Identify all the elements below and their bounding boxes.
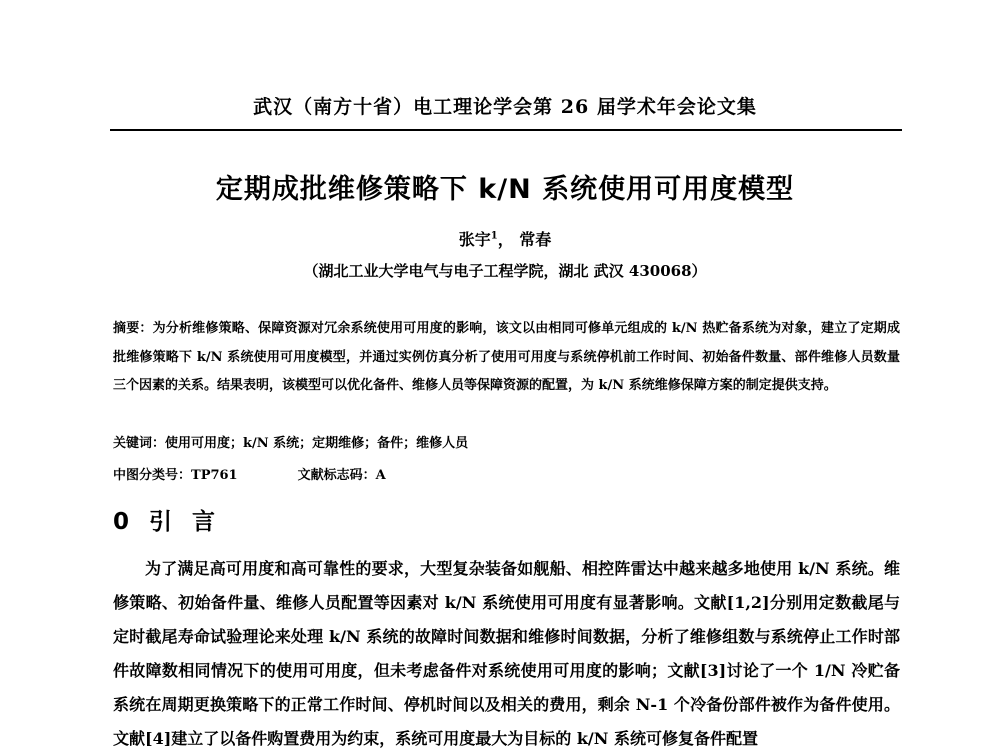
author-separator: ， xyxy=(497,230,520,249)
author-2: 常春 xyxy=(519,230,552,249)
keywords xyxy=(113,432,468,451)
author-1-affil-mark: 1 xyxy=(490,230,498,242)
classification-line xyxy=(113,464,386,483)
abstract-label: 摘要： xyxy=(113,321,153,336)
doc-code-label: 文献标志码： xyxy=(297,468,376,483)
header-rule xyxy=(110,129,902,131)
section-heading: 0 引 言 xyxy=(113,509,222,535)
author-1: 张宇 xyxy=(458,230,491,249)
author-line xyxy=(110,227,900,250)
doc-code-value: A xyxy=(375,468,386,483)
keywords-text: 使用可用度；k/N 系统；定期维修；备件；维修人员 xyxy=(165,436,469,451)
affiliation: （湖北工业大学电气与电子工程学院，湖北 武汉 430068） xyxy=(303,262,707,280)
abstract xyxy=(113,315,900,401)
clc-label: 中图分类号： xyxy=(113,468,192,483)
proceedings-header: 武汉（南方十省）电工理论学会第 26 届学术年会论文集 xyxy=(253,96,757,118)
clc-value: TP761 xyxy=(191,468,238,483)
paper-title: 定期成批维修策略下 k/N 系统使用可用度模型 xyxy=(215,174,795,205)
keywords-label: 关键词： xyxy=(113,436,166,451)
abstract-text: 为分析维修策略、保障资源对冗余系统使用可用度的影响，该文以由相同可修单元组成的 k/N 热贮备系统为对象，建立了定期成批维修策略下 k/N 系统使用可用度模型，并通过实例仿真分析了使用可用度与系统停机前工作时间、初始备件数量、部件维修人员数量三个因素的关系。结果表明，该模型可以优化备件、维修人员等保障资源的配置，为 k/N 系统维修保障方案的制定提供支持。 xyxy=(113,321,900,393)
body-paragraph: 为了满足高可用度和高可靠性的要求，大型复杂装备如舰船、相控阵雷达中越来越多地使用 k/N 系统。维修策略、初始备件量、维修人员配置等因素对 k/N 系统使用可用度有显著影响。文献[1,2]分别用定数截尾与定时截尾寿命试验理论来处理 k/N 系统的故障时间数据和维修时间数据，分析了维修组数与系统停止工作时部件故障数相同情况下的使用可用度，但未考虑备件对系统使用可用度的影响；文献[3]讨论了一个 1/N 冷贮备系统在周期更换策略下的正常工作时间、停机时间以及相关的费用，剩余 N-1 个冷备份部件被作为备件使用。文献[4]建立了以备件购置费用为约束，系统可用度最大为目标的 k/N 系统可修复备件配置 xyxy=(113,559,900,748)
